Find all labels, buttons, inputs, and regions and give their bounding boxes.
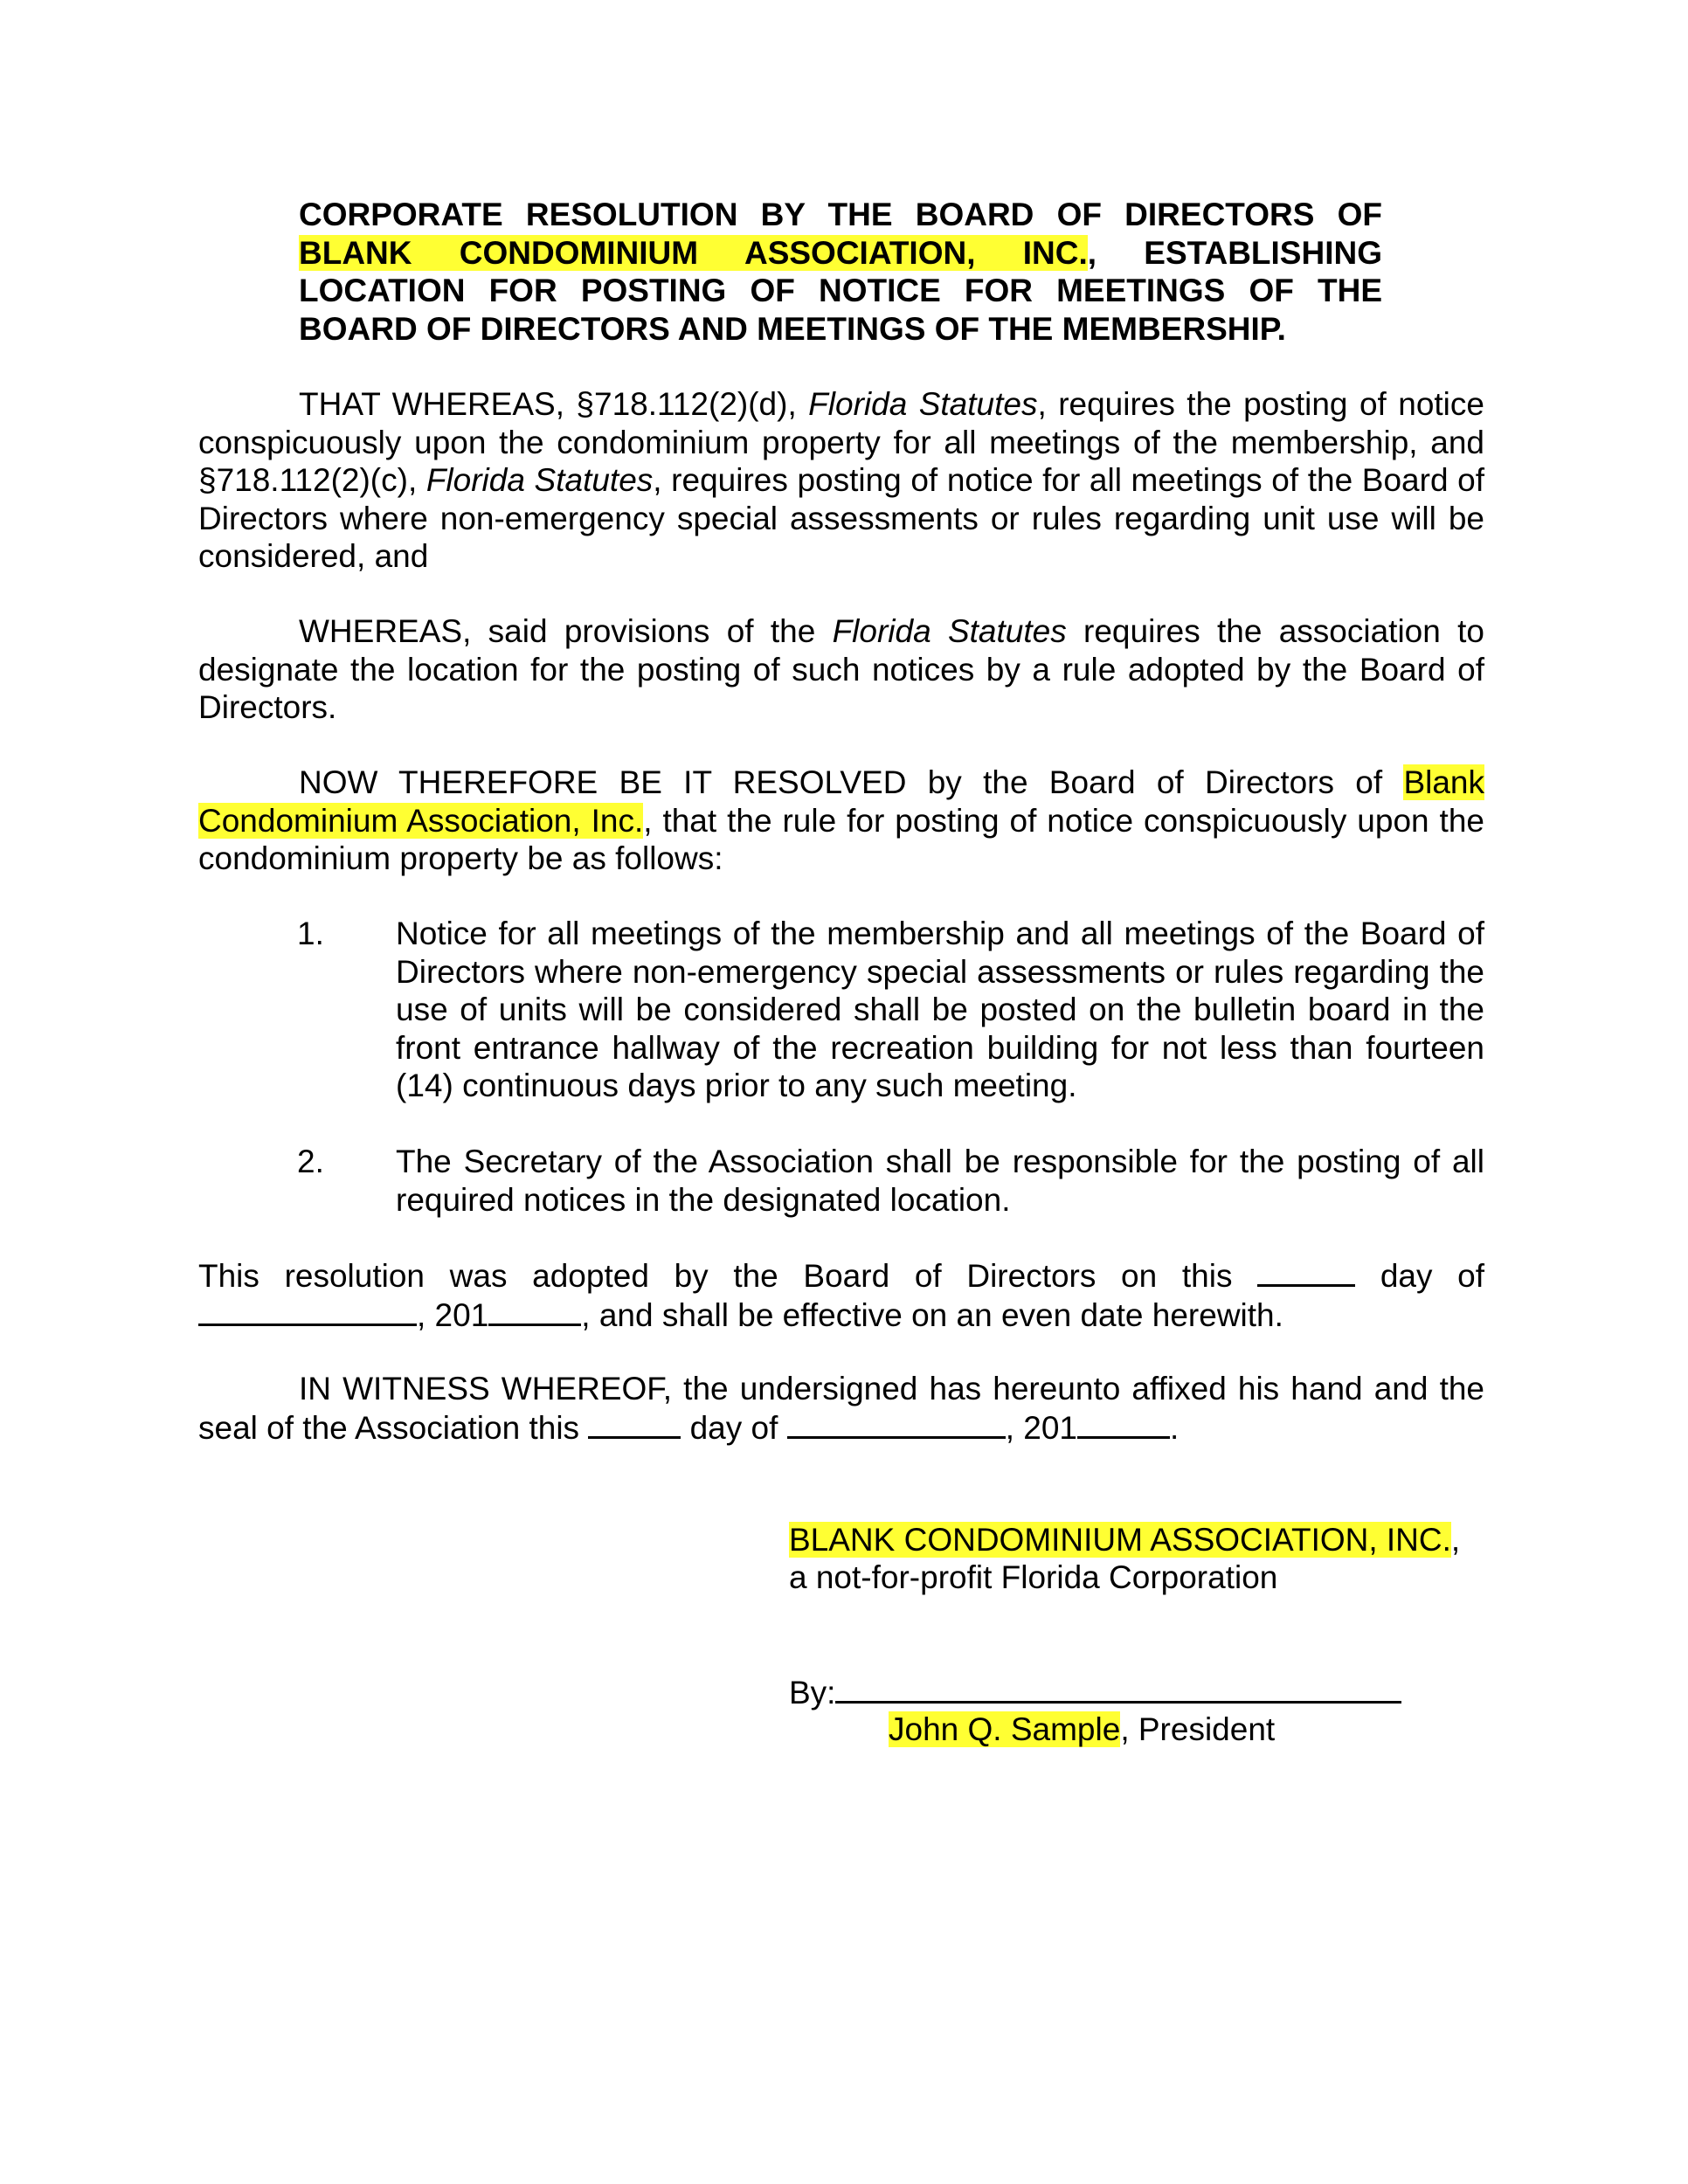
adopted-day-blank[interactable] — [1257, 1256, 1355, 1287]
whereas1-statute-a: Florida Statutes — [808, 386, 1038, 422]
whereas2-statute: Florida Statutes — [832, 613, 1067, 649]
resolved-text-b: , that the rule for posting of notice conspicuously upon the condominium property be as follows: — [198, 802, 1484, 876]
witness-text-b: day of — [689, 1409, 778, 1446]
rule-item-text: Notice for all meetings of the membership and all meetings of the Board of Directors where non-emergency special assessments or rules regarding the use of units will be considered shall be posted on the bulletin board in the front entrance hallway of the recreation building for not less than fourteen (14) continuous days prior to any such meeting. — [396, 916, 1484, 1103]
rule-item-2 — [297, 1143, 1484, 1219]
adopted-text-c: , 201 — [417, 1296, 489, 1333]
rule-item-number: 2. — [297, 1144, 324, 1179]
signature-by-label: By: — [789, 1675, 836, 1711]
witness-paragraph — [198, 1370, 1484, 1447]
witness-year-blank[interactable] — [1077, 1408, 1170, 1439]
resolved-text-a: NOW THEREFORE BE IT RESOLVED by the Board of Directors of — [299, 764, 1404, 800]
signature-association-suffix: , — [1450, 1522, 1461, 1558]
whereas-paragraph-2 — [198, 612, 1484, 727]
signer-line — [889, 1711, 1275, 1749]
resolved-paragraph — [198, 764, 1484, 878]
title-association-name: BLANK CONDOMINIUM ASSOCIATION, INC. — [299, 234, 1088, 271]
adopted-year-blank[interactable] — [488, 1296, 581, 1326]
adopted-month-blank[interactable] — [198, 1296, 417, 1326]
whereas2-text-a: WHEREAS, said provisions of the — [299, 613, 833, 649]
adopted-text-b: day of — [1380, 1258, 1485, 1294]
adopted-text-a: This resolution was adopted by the Board of Directors on this — [198, 1258, 1233, 1294]
witness-day-blank[interactable] — [588, 1408, 681, 1439]
resolved-association-name: Blank Condominium Association, Inc. — [198, 764, 1484, 839]
signature-blank[interactable] — [835, 1673, 1401, 1704]
signature-corporation-description: a not-for-profit Florida Corporation — [789, 1559, 1278, 1595]
adopted-paragraph — [198, 1256, 1484, 1334]
witness-text-d: . — [1169, 1409, 1180, 1446]
rule-item-1 — [297, 915, 1484, 1105]
witness-month-blank[interactable] — [787, 1408, 1006, 1439]
signer-title: , President — [1120, 1711, 1276, 1747]
title-line1: CORPORATE RESOLUTION BY THE BOARD OF DIRECTORS OF — [299, 197, 1382, 232]
resolution-title — [299, 196, 1382, 348]
signer-name: John Q. Sample — [889, 1711, 1121, 1747]
whereas-paragraph-1 — [198, 385, 1484, 576]
witness-text-c: , 201 — [1005, 1409, 1077, 1446]
rule-item-number: 1. — [297, 916, 324, 951]
witness-text-a: IN WITNESS WHEREOF, the undersigned has hereunto affixed his hand and the seal of the Association this — [198, 1371, 1484, 1446]
rule-item-text: The Secretary of the Association shall be responsible for the posting of all required notices in the designated location. — [396, 1144, 1484, 1218]
signature-by-line — [789, 1673, 1401, 1712]
title-rest: , ESTABLISHING LOCATION FOR POSTING OF NOTICE FOR MEETINGS OF THE BOARD OF DIRECTORS AND MEETINGS OF THE MEMBERSHIP. — [299, 234, 1382, 347]
signature-association-name: BLANK CONDOMINIUM ASSOCIATION, INC. — [789, 1522, 1451, 1558]
whereas1-text-b: , requires the posting of notice conspicuously upon the condominium property for all meetings of the membership, and §718.112(2)(c), — [198, 386, 1484, 498]
whereas2-text-b: requires the association to designate the location for the posting of such notices by a rule adopted by the Board of Directors. — [198, 613, 1484, 725]
whereas1-text-c: , requires posting of notice for all meetings of the Board of Directors where non-emergency special assessments or rules regarding unit use will be considered, and — [198, 462, 1484, 574]
whereas1-text-a: THAT WHEREAS, §718.112(2)(d), — [299, 386, 809, 422]
signature-association-line — [789, 1521, 1460, 1559]
adopted-text-d: , and shall be effective on an even date herewith. — [581, 1296, 1283, 1333]
whereas1-statute-b: Florida Statutes — [425, 462, 654, 498]
